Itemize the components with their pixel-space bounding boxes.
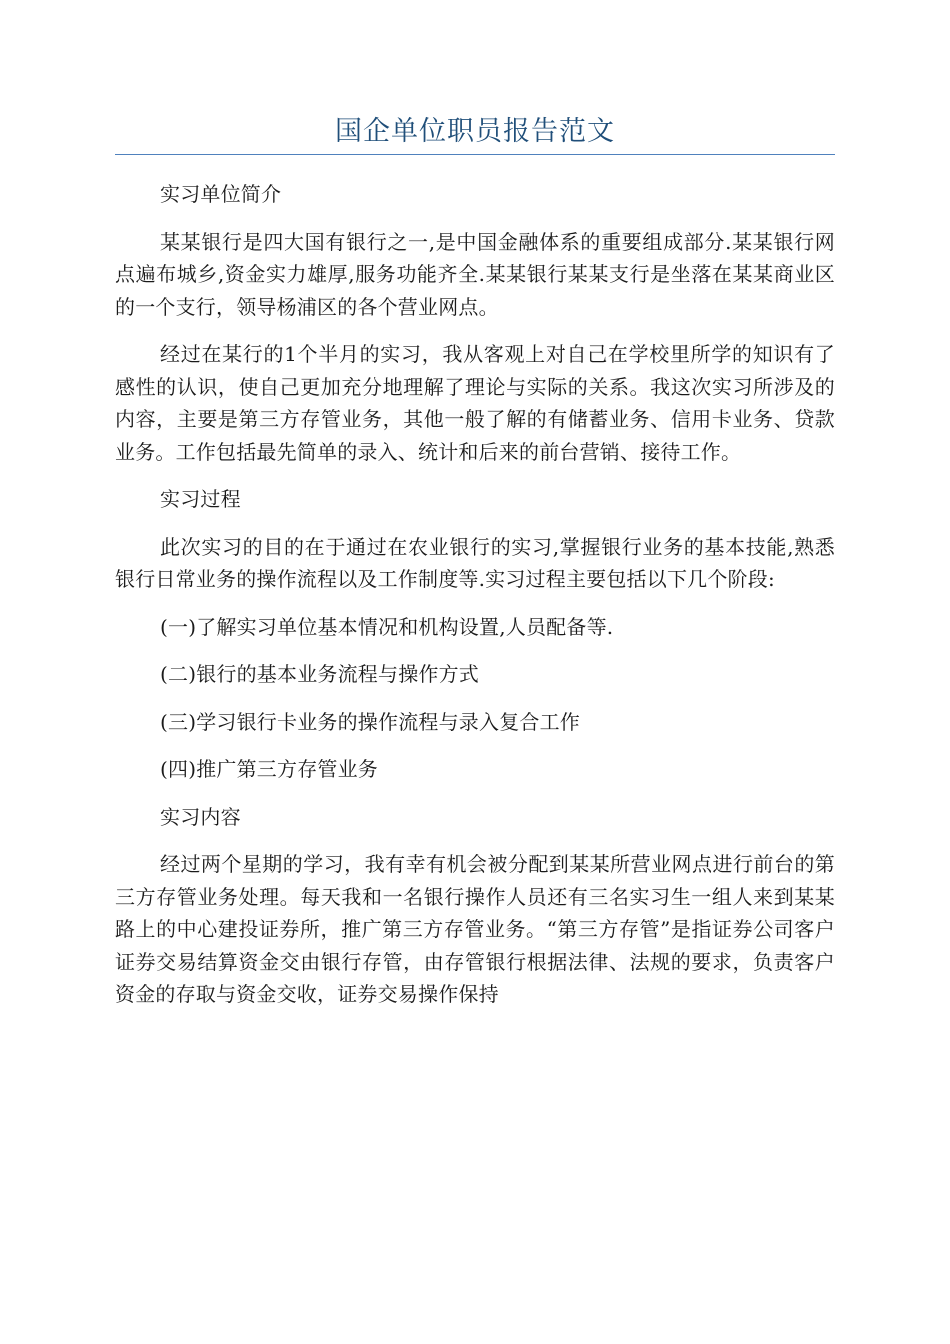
list-item-stage-4: (四)推广第三方存管业务 <box>160 757 379 781</box>
list-item-stage-1: (一)了解实习单位基本情况和机构设置,人员配备等. <box>160 614 614 639</box>
document-page <box>115 0 835 1026</box>
section-heading-process: 实习过程 <box>160 487 241 511</box>
section-heading-content: 实习内容 <box>160 804 241 829</box>
paragraph-content-detail: 经过两个星期的学习，我有幸有机会被分配到某某所营业网点进行前台的第三方存管业务处理。每天我和一名银行操作人员还有三名实习生一组人来到某某路上的中心建投证券所，推广第三方存管业务。“第三方存管”是指证券公司客户证券交易结算资金交由银行存管，由存管银行根据法律、法规的要求，负责客户资金的存取与资金交收，证券交易操作保持 <box>115 852 835 1006</box>
list-item-stage-2: (二)银行的基本业务流程与操作方式 <box>160 662 480 686</box>
paragraph-process-purpose: 此次实习的目的在于通过在农业银行的实习,掌握银行业务的基本技能,熟悉银行日常业务的操作流程以及工作制度等.实习过程主要包括以下几个阶段: <box>115 534 835 591</box>
document-body <box>115 178 835 1011</box>
paragraph-bank-intro: 某某银行是四大国有银行之一,是中国金融体系的重要组成部分.某某银行网点遍布城乡,资金实力雄厚,服务功能齐全.某某银行某某支行是坐落在某某商业区的一个支行，领导杨浦区的各个营业网点。 <box>115 229 835 319</box>
section-heading-intro: 实习单位简介 <box>160 182 282 206</box>
title-underline <box>115 154 835 155</box>
list-item-stage-3: (三)学习银行卡业务的操作流程与录入复合工作 <box>160 709 581 734</box>
paragraph-internship-summary: 经过在某行的1个半月的实习，我从客观上对自己在学校里所学的知识有了感性的认识，使自己更加充分地理解了理论与实际的关系。我这次实习所涉及的内容，主要是第三方存管业务，其他一般了解的有储蓄业务、信用卡业务、贷款业务。工作包括最先简单的录入、统计和后来的前台营销、接待工作。 <box>115 342 835 464</box>
document-title: 国企单位职员报告范文 <box>335 116 615 147</box>
